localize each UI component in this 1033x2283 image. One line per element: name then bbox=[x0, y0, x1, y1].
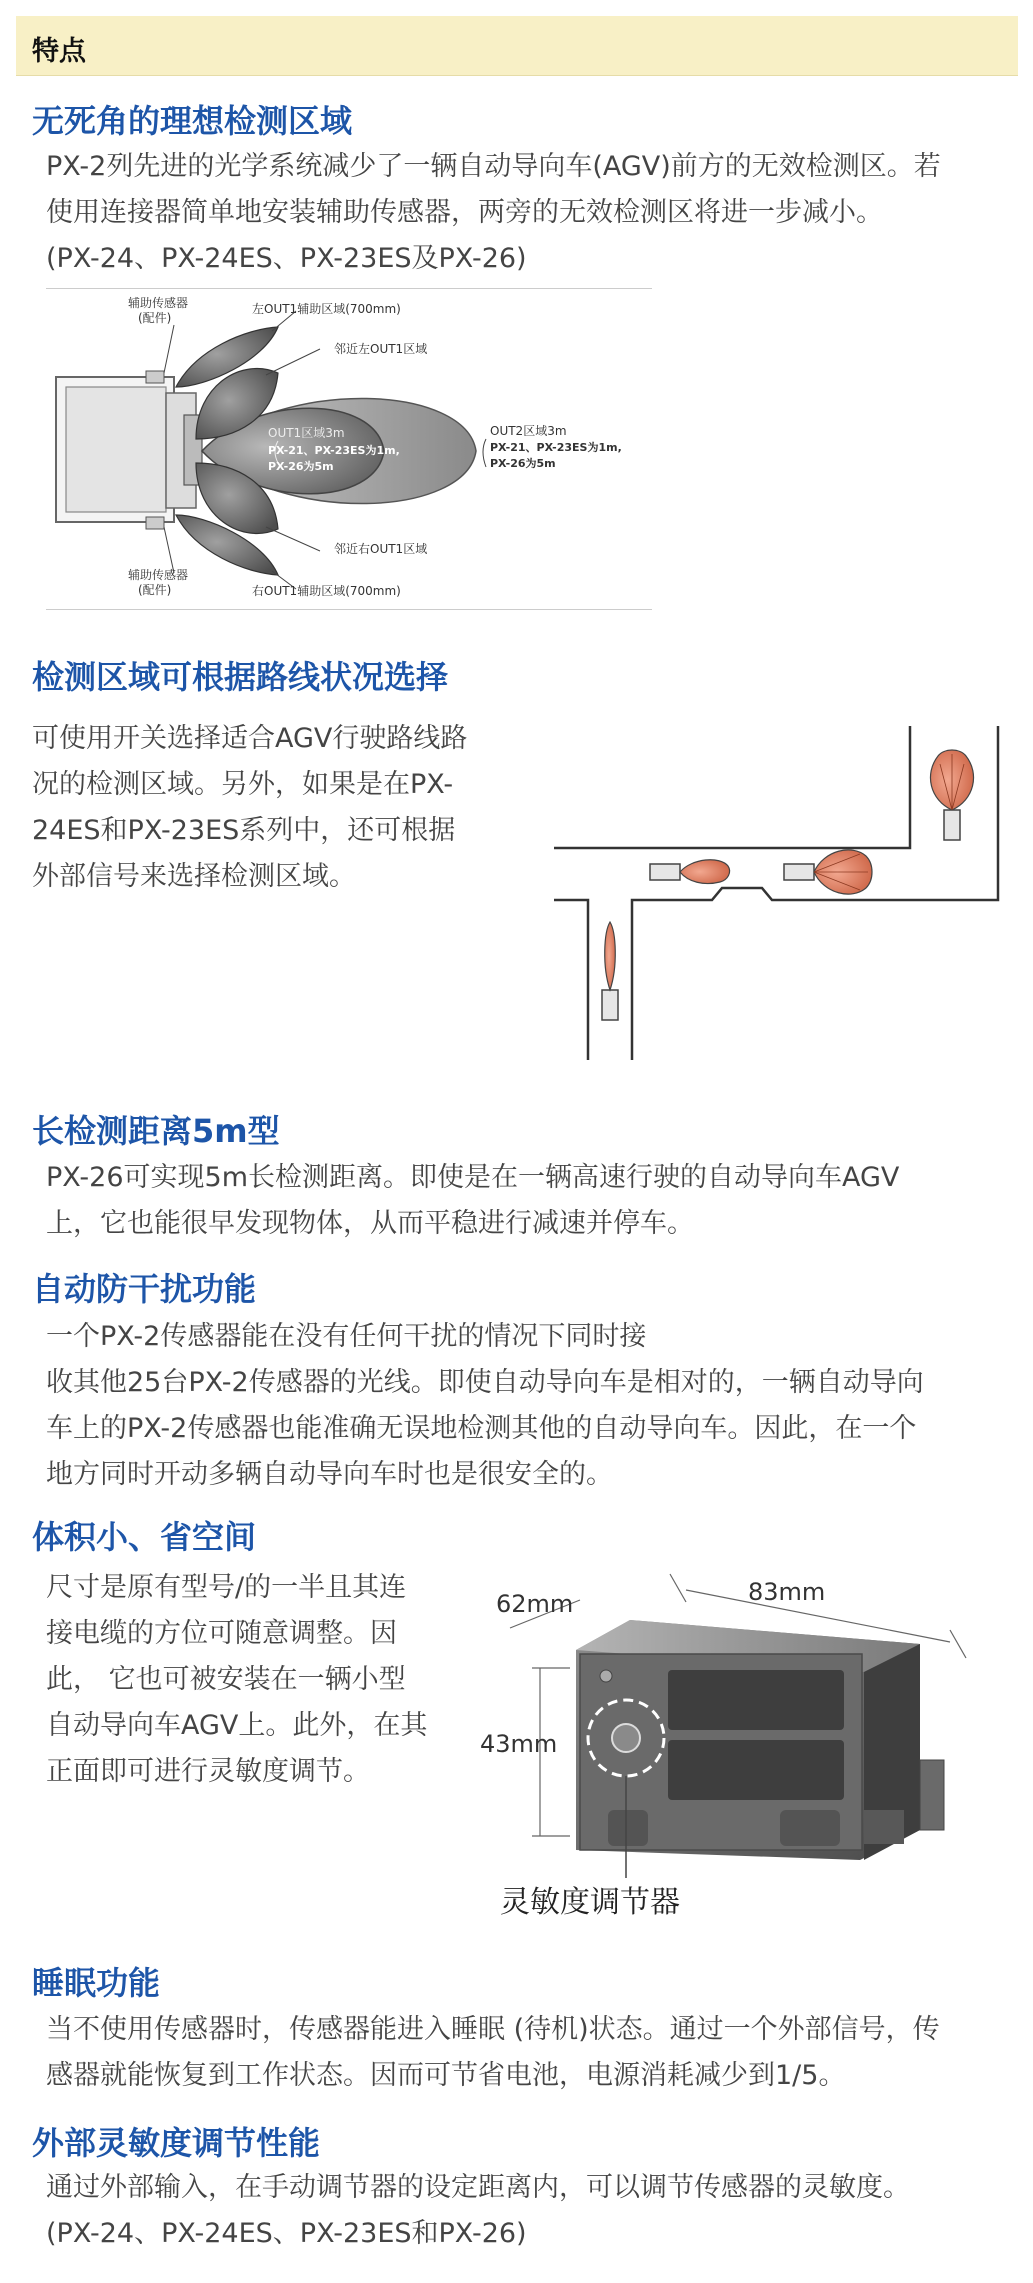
out2-zone-sub2: PX-26为5m bbox=[490, 457, 556, 470]
section-title-sleep: 睡眠功能 bbox=[32, 1964, 161, 2002]
paragraph-line: 外部信号来选择检测区域。 bbox=[32, 861, 356, 892]
section-text-sleep bbox=[46, 2007, 940, 2099]
paragraph-line: 感器就能恢复到工作状态。因而可节省电池，电源消耗减少到1/5。 bbox=[46, 2060, 846, 2091]
paragraph-line: 一个PX-2传感器能在没有任何干扰的情况下同时接 bbox=[46, 1321, 647, 1352]
paragraph-line: 接电缆的方位可随意调整。因 bbox=[46, 1618, 397, 1649]
right-out1-aux-label: 右OUT1辅助区域(700mm) bbox=[252, 584, 401, 598]
paragraph-line: PX-26可实现5m长检测距离。即使是在一辆高速行驶的自动导向车AGV bbox=[46, 1162, 900, 1193]
paragraph-line: 车上的PX-2传感器也能准确无误地检测其他的自动导向车。因此，在一个 bbox=[46, 1413, 917, 1444]
sensor-dimension-photo bbox=[480, 1560, 1000, 1928]
paragraph-line: (PX-24、PX-24ES、PX-23ES及PX-26) bbox=[46, 243, 527, 274]
section-title-compact: 体积小、省空间 bbox=[32, 1518, 257, 1556]
paragraph-line: 地方同时开动多辆自动导向车时也是很安全的。 bbox=[46, 1459, 613, 1490]
left-out1-aux-label: 左OUT1辅助区域(700mm) bbox=[252, 302, 401, 316]
section-text-long-range bbox=[46, 1155, 899, 1247]
dimension-height-label: 43mm bbox=[480, 1730, 558, 1758]
detection-area-diagram bbox=[46, 288, 652, 610]
section-title-anti-interference: 自动防干扰功能 bbox=[32, 1270, 257, 1308]
paragraph-line: PX-2列先进的光学系统减少了一辆自动导向车(AGV)前方的无效检测区。若 bbox=[46, 151, 941, 182]
paragraph-line: 可使用开关选择适合AGV行驶路线路 bbox=[32, 723, 468, 754]
paragraph-line: 此， 它也可被安装在一辆小型 bbox=[46, 1664, 406, 1695]
section-text-compact bbox=[46, 1565, 427, 1795]
paragraph-line: 尺寸是原有型号/的一半且其连 bbox=[46, 1572, 407, 1603]
aux-sensor-top-label: 辅助传感器 bbox=[128, 296, 189, 310]
aux-sensor-bottom-sublabel: (配件) bbox=[138, 583, 172, 597]
features-heading: 特点 bbox=[32, 36, 86, 67]
paragraph-line: 当不使用传感器时，传感器能进入睡眠 (待机)状态。通过一个外部信号，传 bbox=[46, 2014, 940, 2045]
paragraph-line: 况的检测区域。另外，如果是在PX- bbox=[32, 769, 454, 800]
paragraph-line: 使用连接器简单地安装辅助传感器，两旁的无效检测区将进一步减小。 bbox=[46, 197, 883, 228]
section-title-external-sensitivity: 外部灵敏度调节性能 bbox=[32, 2124, 321, 2162]
out2-zone-label: OUT2区域3m bbox=[490, 424, 567, 438]
near-left-out1-label: 邻近左OUT1区域 bbox=[334, 342, 428, 356]
section-title-long-range: 长检测距离5m型 bbox=[32, 1112, 280, 1150]
section-text-anti-interference bbox=[46, 1314, 924, 1498]
route-selection-diagram bbox=[552, 726, 1002, 1062]
features-header bbox=[16, 16, 1018, 76]
section-text-external-sensitivity bbox=[46, 2165, 910, 2257]
out1-zone-sub2: PX-26为5m bbox=[268, 460, 334, 473]
paragraph-line: 自动导向车AGV上。此外，在其 bbox=[46, 1710, 428, 1741]
out2-zone-sub1: PX-21、PX-23ES为1m, bbox=[490, 441, 622, 454]
paragraph-line: 收其他25台PX-2传感器的光线。即使自动导向车是相对的，一辆自动导向 bbox=[46, 1367, 924, 1398]
aux-sensor-top-sublabel: (配件) bbox=[138, 311, 172, 325]
paragraph-line: 通过外部输入，在手动调节器的设定距离内，可以调节传感器的灵敏度。 bbox=[46, 2172, 910, 2203]
dimension-depth-label: 62mm bbox=[496, 1590, 574, 1618]
section-title-no-dead-zone: 无死角的理想检测区域 bbox=[32, 102, 353, 140]
paragraph-line: 上，它也能很早发现物体，从而平稳进行减速并停车。 bbox=[46, 1208, 694, 1239]
paragraph-line: 24ES和PX-23ES系列中，还可根据 bbox=[32, 815, 456, 846]
sensitivity-adjuster-caption: 灵敏度调节器 bbox=[500, 1885, 680, 1920]
out1-zone-sub1: PX-21、PX-23ES为1m, bbox=[268, 444, 400, 457]
near-right-out1-label: 邻近右OUT1区域 bbox=[334, 542, 428, 556]
section-text-route-selection bbox=[32, 716, 467, 900]
out1-zone-label: OUT1区域3m bbox=[268, 426, 345, 440]
paragraph-line: 正面即可进行灵敏度调节。 bbox=[46, 1756, 370, 1787]
paragraph-line: (PX-24、PX-24ES、PX-23ES和PX-26) bbox=[46, 2218, 527, 2249]
section-text-no-dead-zone bbox=[46, 144, 941, 282]
section-title-route-selection: 检测区域可根据路线状况选择 bbox=[32, 658, 449, 696]
dimension-width-label: 83mm bbox=[748, 1578, 826, 1606]
aux-sensor-bottom-label: 辅助传感器 bbox=[128, 568, 189, 582]
